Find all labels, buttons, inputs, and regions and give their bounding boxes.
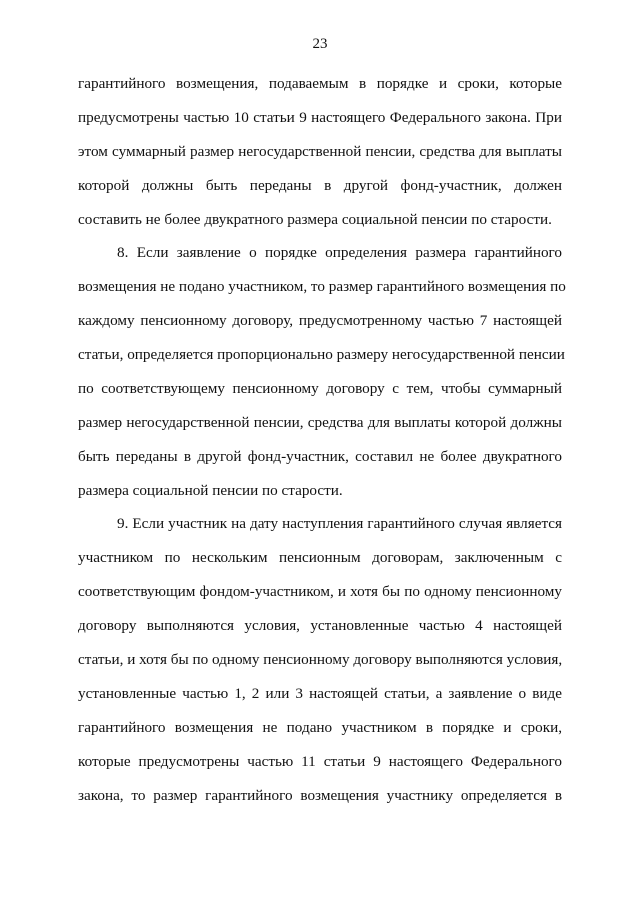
text-line: гарантийного возмещения не подано участником в порядке и сроки, <box>78 719 562 736</box>
text-line: размер негосударственной пенсии, средства для выплаты которой должны <box>78 414 562 431</box>
text-line: соответствующим фондом-участником, и хотя бы по одному пенсионному <box>78 583 562 600</box>
text-line: статьи, и хотя бы по одному пенсионному договору выполняются условия, <box>78 651 563 668</box>
paragraph-first-line: 9. Если участник на дату наступления гарантийного случая является <box>117 515 562 532</box>
page-number: 23 <box>312 36 328 52</box>
text-line: статьи, определяется пропорционально размеру негосударственной пенсии <box>78 346 565 363</box>
text-line: по соответствующему пенсионному договору с тем, чтобы суммарный <box>78 380 562 397</box>
text-line: установленные частью 1, 2 или 3 настоящей статьи, а заявление о виде <box>78 685 562 702</box>
text-line: каждому пенсионному договору, предусмотренному частью 7 настоящей <box>78 312 562 329</box>
text-line: гарантийного возмещения, подаваемым в порядке и сроки, которые <box>78 75 562 92</box>
text-line: участником по нескольким пенсионным договорам, заключенным с <box>78 549 562 566</box>
text-line: быть переданы в другой фонд-участник, составил не более двукратного <box>78 448 562 465</box>
text-line: размера социальной пенсии по старости. <box>78 482 343 499</box>
text-line: возмещения не подано участником, то размер гарантийного возмещения по <box>78 278 566 295</box>
text-line: составить не более двукратного размера социальной пенсии по старости. <box>78 211 552 228</box>
text-line: договору выполняются условия, установленные частью 4 настоящей <box>78 617 562 634</box>
text-line: которые предусмотрены частью 11 статьи 9 настоящего Федерального <box>78 753 562 770</box>
text-line: которой должны быть переданы в другой фонд-участник, должен <box>78 177 562 194</box>
text-line: закона, то размер гарантийного возмещения участнику определяется в <box>78 787 562 804</box>
text-line: этом суммарный размер негосударственной пенсии, средства для выплаты <box>78 143 562 160</box>
paragraph-first-line: 8. Если заявление о порядке определения размера гарантийного <box>117 244 562 261</box>
text-line: предусмотрены частью 10 статьи 9 настоящего Федерального закона. При <box>78 109 562 126</box>
